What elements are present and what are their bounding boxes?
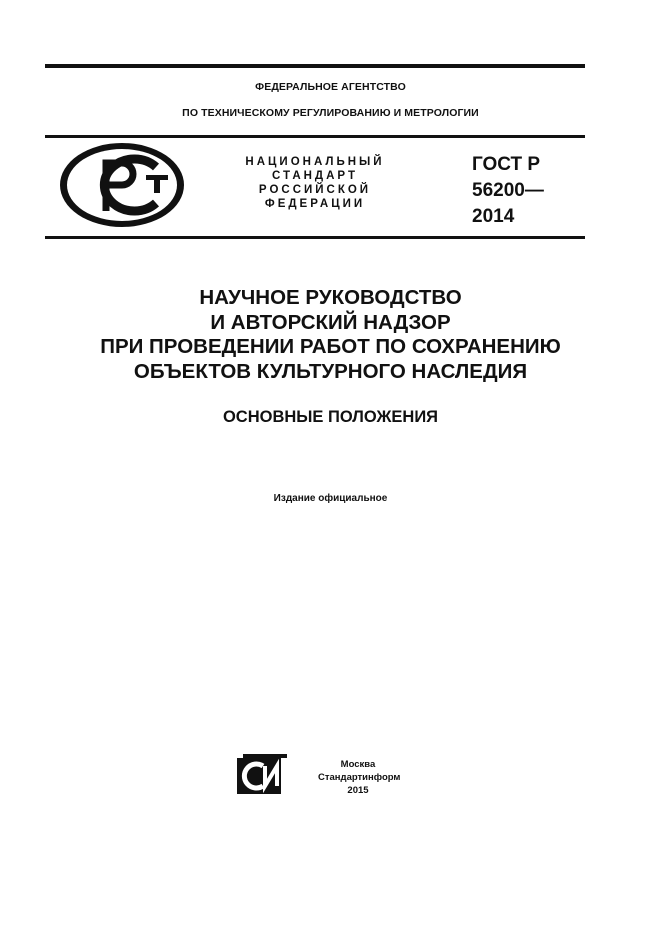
designation-line-1: ГОСТ Р [472, 154, 541, 175]
title-line-1: НАУЧНОЕ РУКОВОДСТВО [199, 286, 462, 309]
publisher-name: Стандартинформ [318, 772, 401, 783]
edition-note: Издание официальное [273, 493, 388, 504]
standard-label-line-1: НАЦИОНАЛЬНЫЙ [245, 156, 385, 168]
designation-line-3: 2014 [472, 206, 515, 227]
standard-label-line-3: РОССИЙСКОЙ [258, 184, 372, 196]
header-rule [45, 135, 585, 138]
standard-label-line-2: СТАНДАРТ [272, 170, 358, 182]
publisher-block [318, 758, 401, 797]
rst-logo-icon [58, 141, 188, 234]
bottom-header-rule [45, 236, 585, 239]
top-rule [45, 64, 585, 68]
standard-designation [472, 152, 544, 230]
publisher-year: 2015 [347, 785, 369, 796]
title-line-4: ОБЪЕКТОВ КУЛЬТУРНОГО НАСЛЕДИЯ [133, 359, 528, 383]
title-line-3: ПРИ ПРОВЕДЕНИИ РАБОТ ПО СОХРАНЕНИЮ [100, 335, 561, 358]
title-line-2: И АВТОРСКИЙ НАДЗОР [210, 310, 451, 334]
standartinform-logo-icon [235, 754, 291, 801]
document-title [0, 286, 661, 384]
agency-line-1: ФЕДЕРАЛЬНОЕ АГЕНТСТВО [255, 81, 406, 93]
national-standard-label [235, 155, 395, 211]
standard-label-line-4: ФЕДЕРАЦИИ [264, 198, 366, 210]
document-subtitle: ОСНОВНЫЕ ПОЛОЖЕНИЯ [222, 408, 439, 426]
agency-line-2: ПО ТЕХНИЧЕСКОМУ РЕГУЛИРОВАНИЮ И МЕТРОЛОГИИ [182, 107, 479, 119]
designation-line-2: 56200— [472, 180, 544, 201]
publisher-city: Москва [340, 759, 376, 770]
